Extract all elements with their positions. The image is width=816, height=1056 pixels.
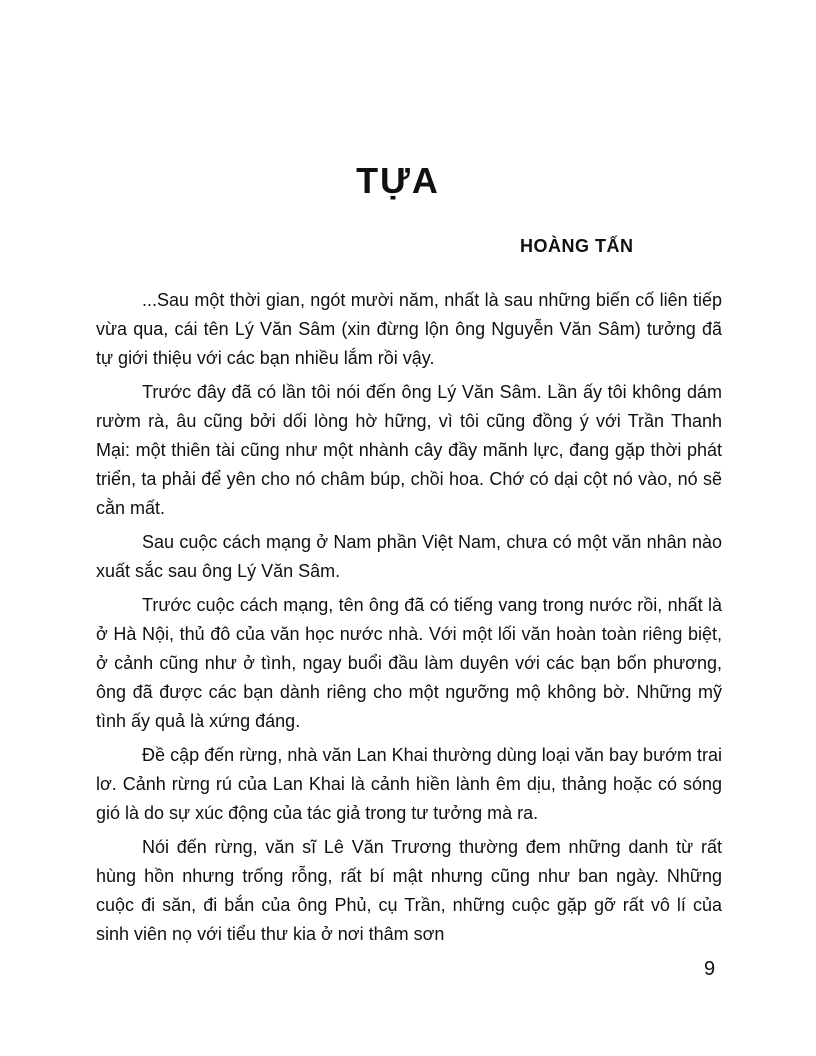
page-number: 9: [704, 958, 716, 980]
paragraph: Trước cuộc cách mạng, tên ông đã có tiếng vang trong nước rồi, nhất là ở Hà Nội, thủ đô của văn học nước nhà. Với một lối văn hoàn toàn riêng biệt, ở cảnh cũng như ở tình, ngay buổi đầu làm duyên với các bạn bốn phương, ông đã được các bạn dành riêng cho một ngưỡng mộ không bờ. Những mỹ tình ấy quả là xứng đáng.: [96, 595, 722, 731]
body-text: [96, 286, 722, 954]
page-title: TỰA: [356, 160, 440, 201]
paragraph: Đề cập đến rừng, nhà văn Lan Khai thường dùng loại văn bay bướm trai lơ. Cảnh rừng rú của Lan Khai là cảnh hiền lành êm dịu, thảng hoặc có sóng gió là do sự xúc động của tác giả trong tư tưởng mà ra.: [96, 745, 722, 823]
paragraph: ...Sau một thời gian, ngót mười năm, nhất là sau những biến cố liên tiếp vừa qua, cái tên Lý Văn Sâm (xin đừng lộn ông Nguyễn Văn Sâm) tưởng đã tự giới thiệu với các bạn nhiều lắm rồi vậy.: [96, 290, 722, 368]
paragraph: Nói đến rừng, văn sĩ Lê Văn Trương thường đem những danh từ rất hùng hồn nhưng trống rỗng, rất bí mật nhưng cũng như ban ngày. Những cuộc đi săn, đi bắn của ông Phủ, cụ Trần, những cuộc gặp gỡ rất vô lí của sinh viên nọ với tiểu thư kia ở nơi thâm sơn: [96, 837, 722, 944]
author-name: HOÀNG TẤN: [520, 236, 634, 256]
paragraph: Trước đây đã có lần tôi nói đến ông Lý Văn Sâm. Lần ấy tôi không dám rườm rà, âu cũng bởi dối lòng hờ hững, vì tôi cũng đồng ý với Trần Thanh Mại: một thiên tài cũng như một nhành cây đầy mãnh lực, đang gặp thời phát triển, ta phải để yên cho nó châm búp, chồi hoa. Chớ có dại cột nó vào, nó sẽ cằn mất.: [96, 382, 722, 518]
paragraph: Sau cuộc cách mạng ở Nam phần Việt Nam, chưa có một văn nhân nào xuất sắc sau ông Lý Văn Sâm.: [96, 532, 722, 581]
